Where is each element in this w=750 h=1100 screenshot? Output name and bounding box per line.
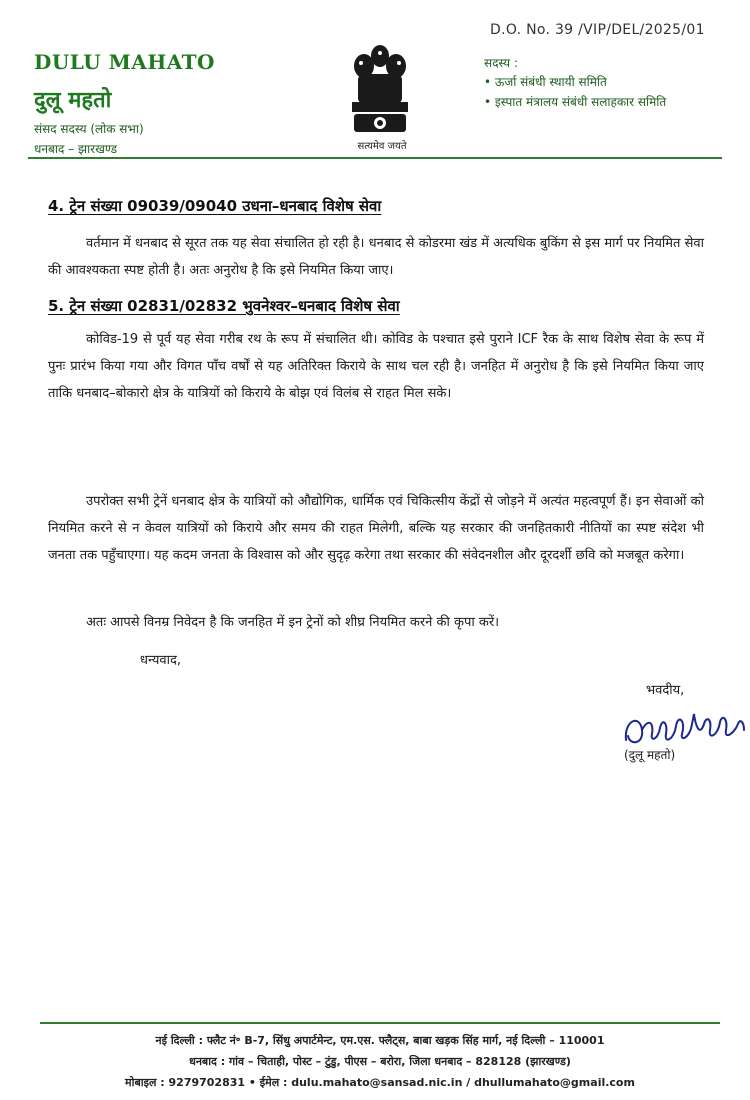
section-4-heading: 4. ट्रेन संख्या 09039/09040 उधना–धनबाद विशेष सेवा <box>48 197 382 215</box>
summary-paragraph: उपरोक्त सभी ट्रेनें धनबाद क्षेत्र के यात्रियों को औद्योगिक, धार्मिक एवं चिकित्सीय केंद्रों से जोड़ने में अत्यंत महत्वपूर्ण हैं। इन सेवाओं को नियमित करने से न केवल यात्रियों को किराये और समय की राहत मिलेगी, बल्कि यह सरकार की जनहितकारी नीतियों का स्पष्ट संदेश भी जनता तक पहुँचाएगा। यह कदम जनता के विश्वास को और सुदृढ़ करेगा तथा सरकार की संवेदनशील और दूरदर्शी छवि को मजबूत करेगा। <box>48 494 704 563</box>
section-4-text: वर्तमान में धनबाद से सूरत तक यह सेवा संचालित हो रही है। धनबाद से कोडरमा खंड में अत्यधिक बुकिंग से इस मार्ग पर नियमित सेवा की आवश्यकता स्पष्ट होती है। अतः अनुरोध है कि इसे नियमित किया जाए। <box>48 236 704 278</box>
mp-constituency: धनबाद – झारखण्ड <box>34 142 118 156</box>
section-5-text: कोविड-19 से पूर्व यह सेवा गरीब रथ के रूप में संचालित थी। कोविड के पश्चात इसे पुराने ICF रैक के साथ विशेष सेवा के रूप में पुनः प्रारंभ किया गया और विगत पाँच वर्षों से यह अतिरिक्त किराये के साथ चल रही है। जनहित में अनुरोध है कि इसे नियमित किया जाए ताकि धनबाद–बोकारो क्षेत्र के यात्रियों को किराये के बोझ एवं विलंब से राहत मिल सके। <box>48 332 704 401</box>
thanks-line: धन्यवाद, <box>140 653 182 668</box>
footer-dhanbad-address: धनबाद : गांव – चिताही, पोस्ट – टुंडु, पीएस – बरोरा, जिला धनबाद – 828128 (झारखण्ड) <box>189 1055 571 1068</box>
member-heading: सदस्य : <box>484 56 518 70</box>
mp-name-hindi: दुलू महतो <box>34 88 112 113</box>
footer-contact: मोबाइल : 9279702831 • ईमेल : dulu.mahato@sansad.nic.in / dhullumahato@gmail.com <box>125 1076 635 1089</box>
yours-faithfully: भवदीय, <box>646 683 685 698</box>
committee-item: • इस्पात मंत्रालय संबंधी सलाहकार समिति <box>484 95 667 109</box>
national-emblem-icon <box>340 40 420 152</box>
footer-delhi-address: नई दिल्ली : फ्लैट नं॰ B-7, सिंधु अपार्टमेन्ट, एम.एस. फ्लैट्स, बाबा खड़क सिंह मार्ग, नई दिल्ली – 110001 <box>155 1034 605 1047</box>
section-5-heading: 5. ट्रेन संख्या 02831/02832 भुवनेश्वर–धनबाद विशेष सेवा <box>48 297 400 315</box>
emblem-motto: सत्यमेव जयते <box>357 141 407 152</box>
request-line: अतः आपसे विनम्र निवेदन है कि जनहित में इन ट्रेनों को शीघ्र नियमित करने की कृपा करें। <box>86 615 500 630</box>
mp-designation: संसद सदस्य (लोक सभा) <box>34 122 144 136</box>
do-number: D.O. No. 39 /VIP/DEL/2025/01 <box>490 22 705 38</box>
footer-divider <box>40 1022 720 1024</box>
mp-name-english: DULU MAHATO <box>34 50 215 74</box>
committee-item: • ऊर्जा संबंधी स्थायी समिति <box>484 75 607 89</box>
signatory-name: (दुलू महतो) <box>624 748 676 762</box>
header-divider <box>28 157 722 159</box>
